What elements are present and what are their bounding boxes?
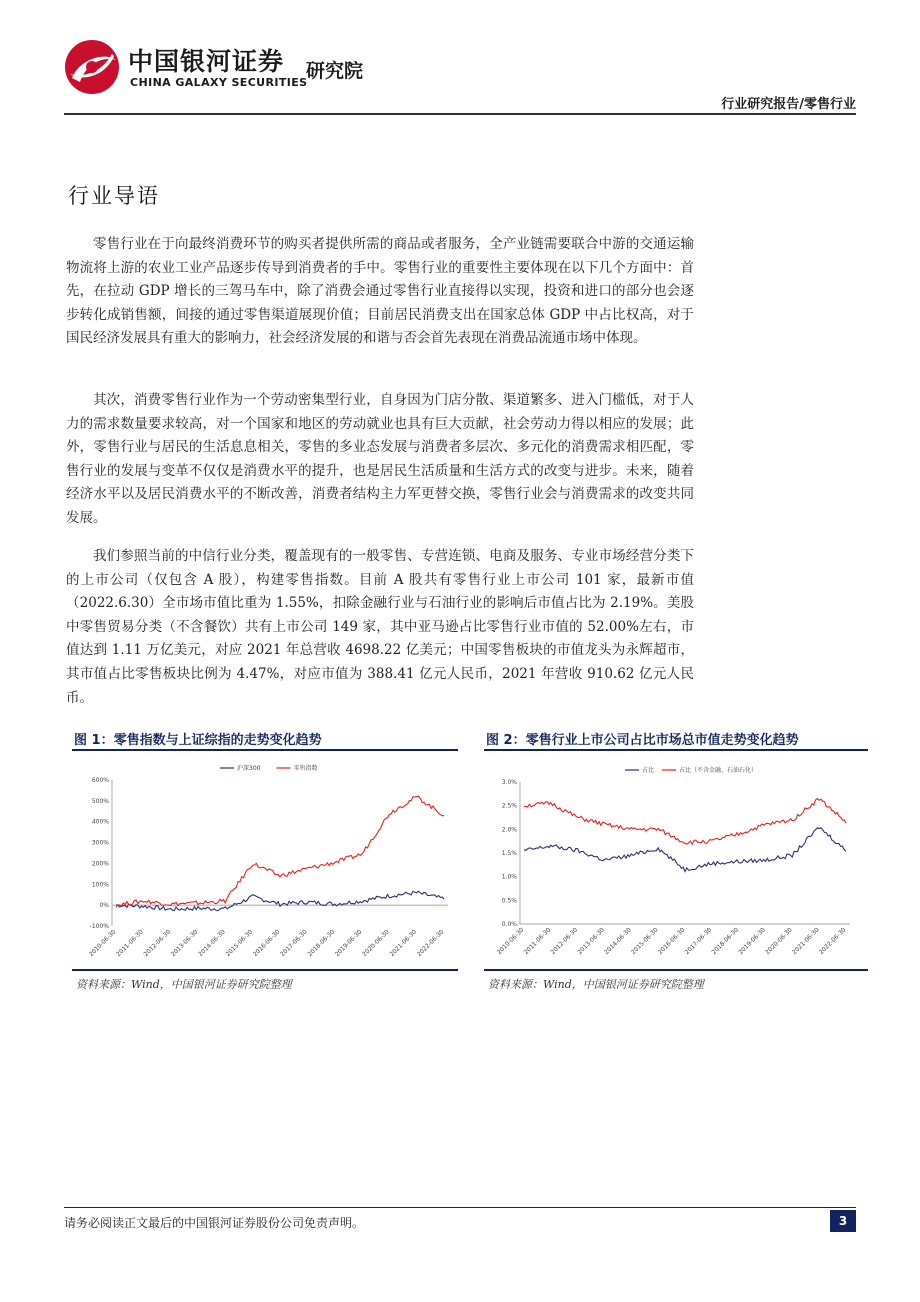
report-type: 行业研究报告/零售行业 (721, 97, 856, 112)
x-tick-label: 2022-06-30 (817, 926, 848, 957)
x-tick-label: 2012-06-30 (549, 926, 580, 957)
footer-disclaimer: 请务必阅读正文最后的中国银河证券股份公司免责声明。 (64, 1216, 365, 1230)
y-tick-label: 2.5% (501, 802, 517, 810)
x-tick-label: 2020-06-30 (361, 928, 391, 959)
legend-label-1: 占比 (642, 767, 655, 774)
y-tick-label: 2.0% (501, 826, 517, 834)
x-tick-label: 2013-06-30 (169, 928, 200, 959)
x-tick-label: 2020-06-30 (764, 926, 794, 957)
legend-label-2: 零售指数 (293, 765, 318, 772)
x-tick-label: 2018-06-30 (710, 926, 741, 957)
galaxy-logo-icon (62, 38, 122, 96)
x-tick-label: 2017-06-30 (683, 926, 714, 957)
x-tick-label: 2010-06-30 (87, 928, 118, 959)
x-tick-label: 2013-06-30 (576, 926, 606, 957)
y-tick-label: -100% (89, 923, 109, 930)
y-tick-label: 200% (91, 860, 109, 868)
figure-2-source: 资料来源：Wind，中国银河证券研究院整理 (488, 978, 704, 991)
x-tick-label: 2014-06-30 (197, 928, 227, 959)
legend-label-1: 沪深300 (237, 765, 261, 772)
institute-label: 研究院 (306, 60, 364, 82)
figure-1-chart (76, 758, 456, 968)
x-tick-label: 2015-06-30 (224, 928, 255, 959)
y-tick-label: 0.0% (501, 921, 517, 928)
y-tick-label: 0.5% (501, 897, 517, 905)
y-tick-label: 300% (91, 839, 109, 847)
paragraph-3: 我们参照当前的中信行业分类，覆盖现有的一般零售、专营连锁、电商及服务、专业市场经营分类下的上市公司（仅包含 A 股），构建零售指数。目前 A 股共有零售行业上市公司 101 家，最新市值（2022.6.30）全市场市值比重为 1.55%，扣除金融行业与石油行业的影响后市值占比为 2.19%。美股中零售贸易分类（不含餐饮）共有上市公司 149 家，其中亚马逊占比零售行业市值的 52.00%左右，市值达到 1.11 万亿美元，对应 2021 年总营收 4698.22 亿美元；中国零售板块的市值龙头为永辉超市，其市值占比零售板块比例为 4.47%，对应市值为 388.41 亿元人民币，2021 年营收 910.62 亿元人民币。 (66, 548, 694, 706)
y-tick-label: 500% (91, 797, 109, 805)
x-tick-label: 2014-06-30 (603, 926, 633, 957)
x-tick-label: 2018-06-30 (306, 928, 337, 959)
company-logo (62, 38, 122, 96)
y-tick-label: 100% (91, 881, 109, 889)
y-tick-label: 0% (99, 902, 109, 910)
figure-2-top-rule (484, 749, 868, 751)
x-tick-label: 2021-06-30 (790, 926, 821, 957)
x-tick-label: 2016-06-30 (656, 926, 687, 957)
series-line-2 (116, 796, 444, 907)
x-tick-label: 2017-06-30 (279, 928, 309, 959)
chart-2-svg (488, 758, 866, 968)
x-tick-label: 2016-06-30 (251, 928, 282, 959)
x-tick-label: 2011-06-30 (115, 928, 145, 959)
series-line-1 (524, 828, 846, 872)
y-tick-label: 3.0% (501, 779, 517, 786)
x-tick-label: 2021-06-30 (388, 928, 419, 959)
x-tick-label: 2015-06-30 (629, 926, 660, 957)
figure-1-top-rule (72, 749, 458, 751)
figure-1-source: 资料来源：Wind，中国银河证券研究院整理 (76, 978, 292, 991)
figure-1-title: 图 1：零售指数与上证综指的走势变化趋势 (74, 733, 322, 748)
section-title: 行业导语 (68, 184, 160, 208)
header-divider (64, 113, 856, 115)
y-tick-label: 600% (91, 777, 109, 784)
paragraph-1: 零售行业在于向最终消费环节的购买者提供所需的商品或者服务，全产业链需要联合中游的交通运输物流将上游的农业工业产品逐步传导到消费者的手中。零售行业的重要性主要体现在以下几个方面中：首先，在拉动 GDP 增长的三驾马车中，除了消费会通过零售行业直接得以实现，投资和进口的部分也会逐步转化成销售额，间接的通过零售渠道展现价值；目前居民消费支出在国家总体 GDP 中占比权高，对于国民经济发展具有重大的影响力，社会经济发展的和谐与否会首先表现在消费品流通市场中体现。 (66, 236, 694, 347)
company-name-en: CHINA GALAXY SECURITIES (130, 76, 308, 89)
x-tick-label: 2010-06-30 (495, 926, 526, 957)
x-tick-label: 2012-06-30 (142, 928, 173, 959)
y-tick-label: 400% (91, 818, 109, 826)
page-number: 3 (830, 1210, 856, 1232)
paragraph-2: 其次，消费零售行业作为一个劳动密集型行业，自身因为门店分散、渠道繁多、进入门槛低，对于人力的需求数量要求较高，对一个国家和地区的劳动就业也具有巨大贡献，社会劳动力得以相应的发展；此外，零售行业与居民的生活息息相关，零售的多业态发展与消费者多层次、多元化的消费需求相匹配，零售行业的发展与变革不仅仅是消费水平的提升，也是居民生活质量和生活方式的改变与进步。未来，随着经济水平以及居民消费水平的不断改善，消费者结构主力军更替交换，零售行业会与消费需求的改变共同发展。 (66, 392, 694, 526)
figure-2-bottom-rule (484, 969, 868, 971)
figure-1-bottom-rule (72, 969, 458, 971)
y-tick-label: 1.5% (501, 850, 517, 857)
legend-label-2: 占比（不含金融、石油石化） (679, 767, 758, 774)
chart-1-svg (76, 758, 456, 968)
x-tick-label: 2019-06-30 (333, 928, 364, 959)
x-tick-label: 2011-06-30 (522, 926, 553, 957)
x-tick-label: 2019-06-30 (737, 926, 767, 957)
x-tick-label: 2022-06-30 (415, 928, 446, 959)
figure-2-title: 图 2：零售行业上市公司占比市场总市值走势变化趋势 (486, 733, 799, 748)
y-tick-label: 1.0% (501, 873, 517, 881)
footer-divider (64, 1207, 856, 1208)
company-name-cn: 中国银河证券 (128, 47, 285, 76)
series-line-1 (116, 891, 444, 910)
figure-2-chart (488, 758, 866, 968)
series-line-2 (524, 799, 846, 845)
